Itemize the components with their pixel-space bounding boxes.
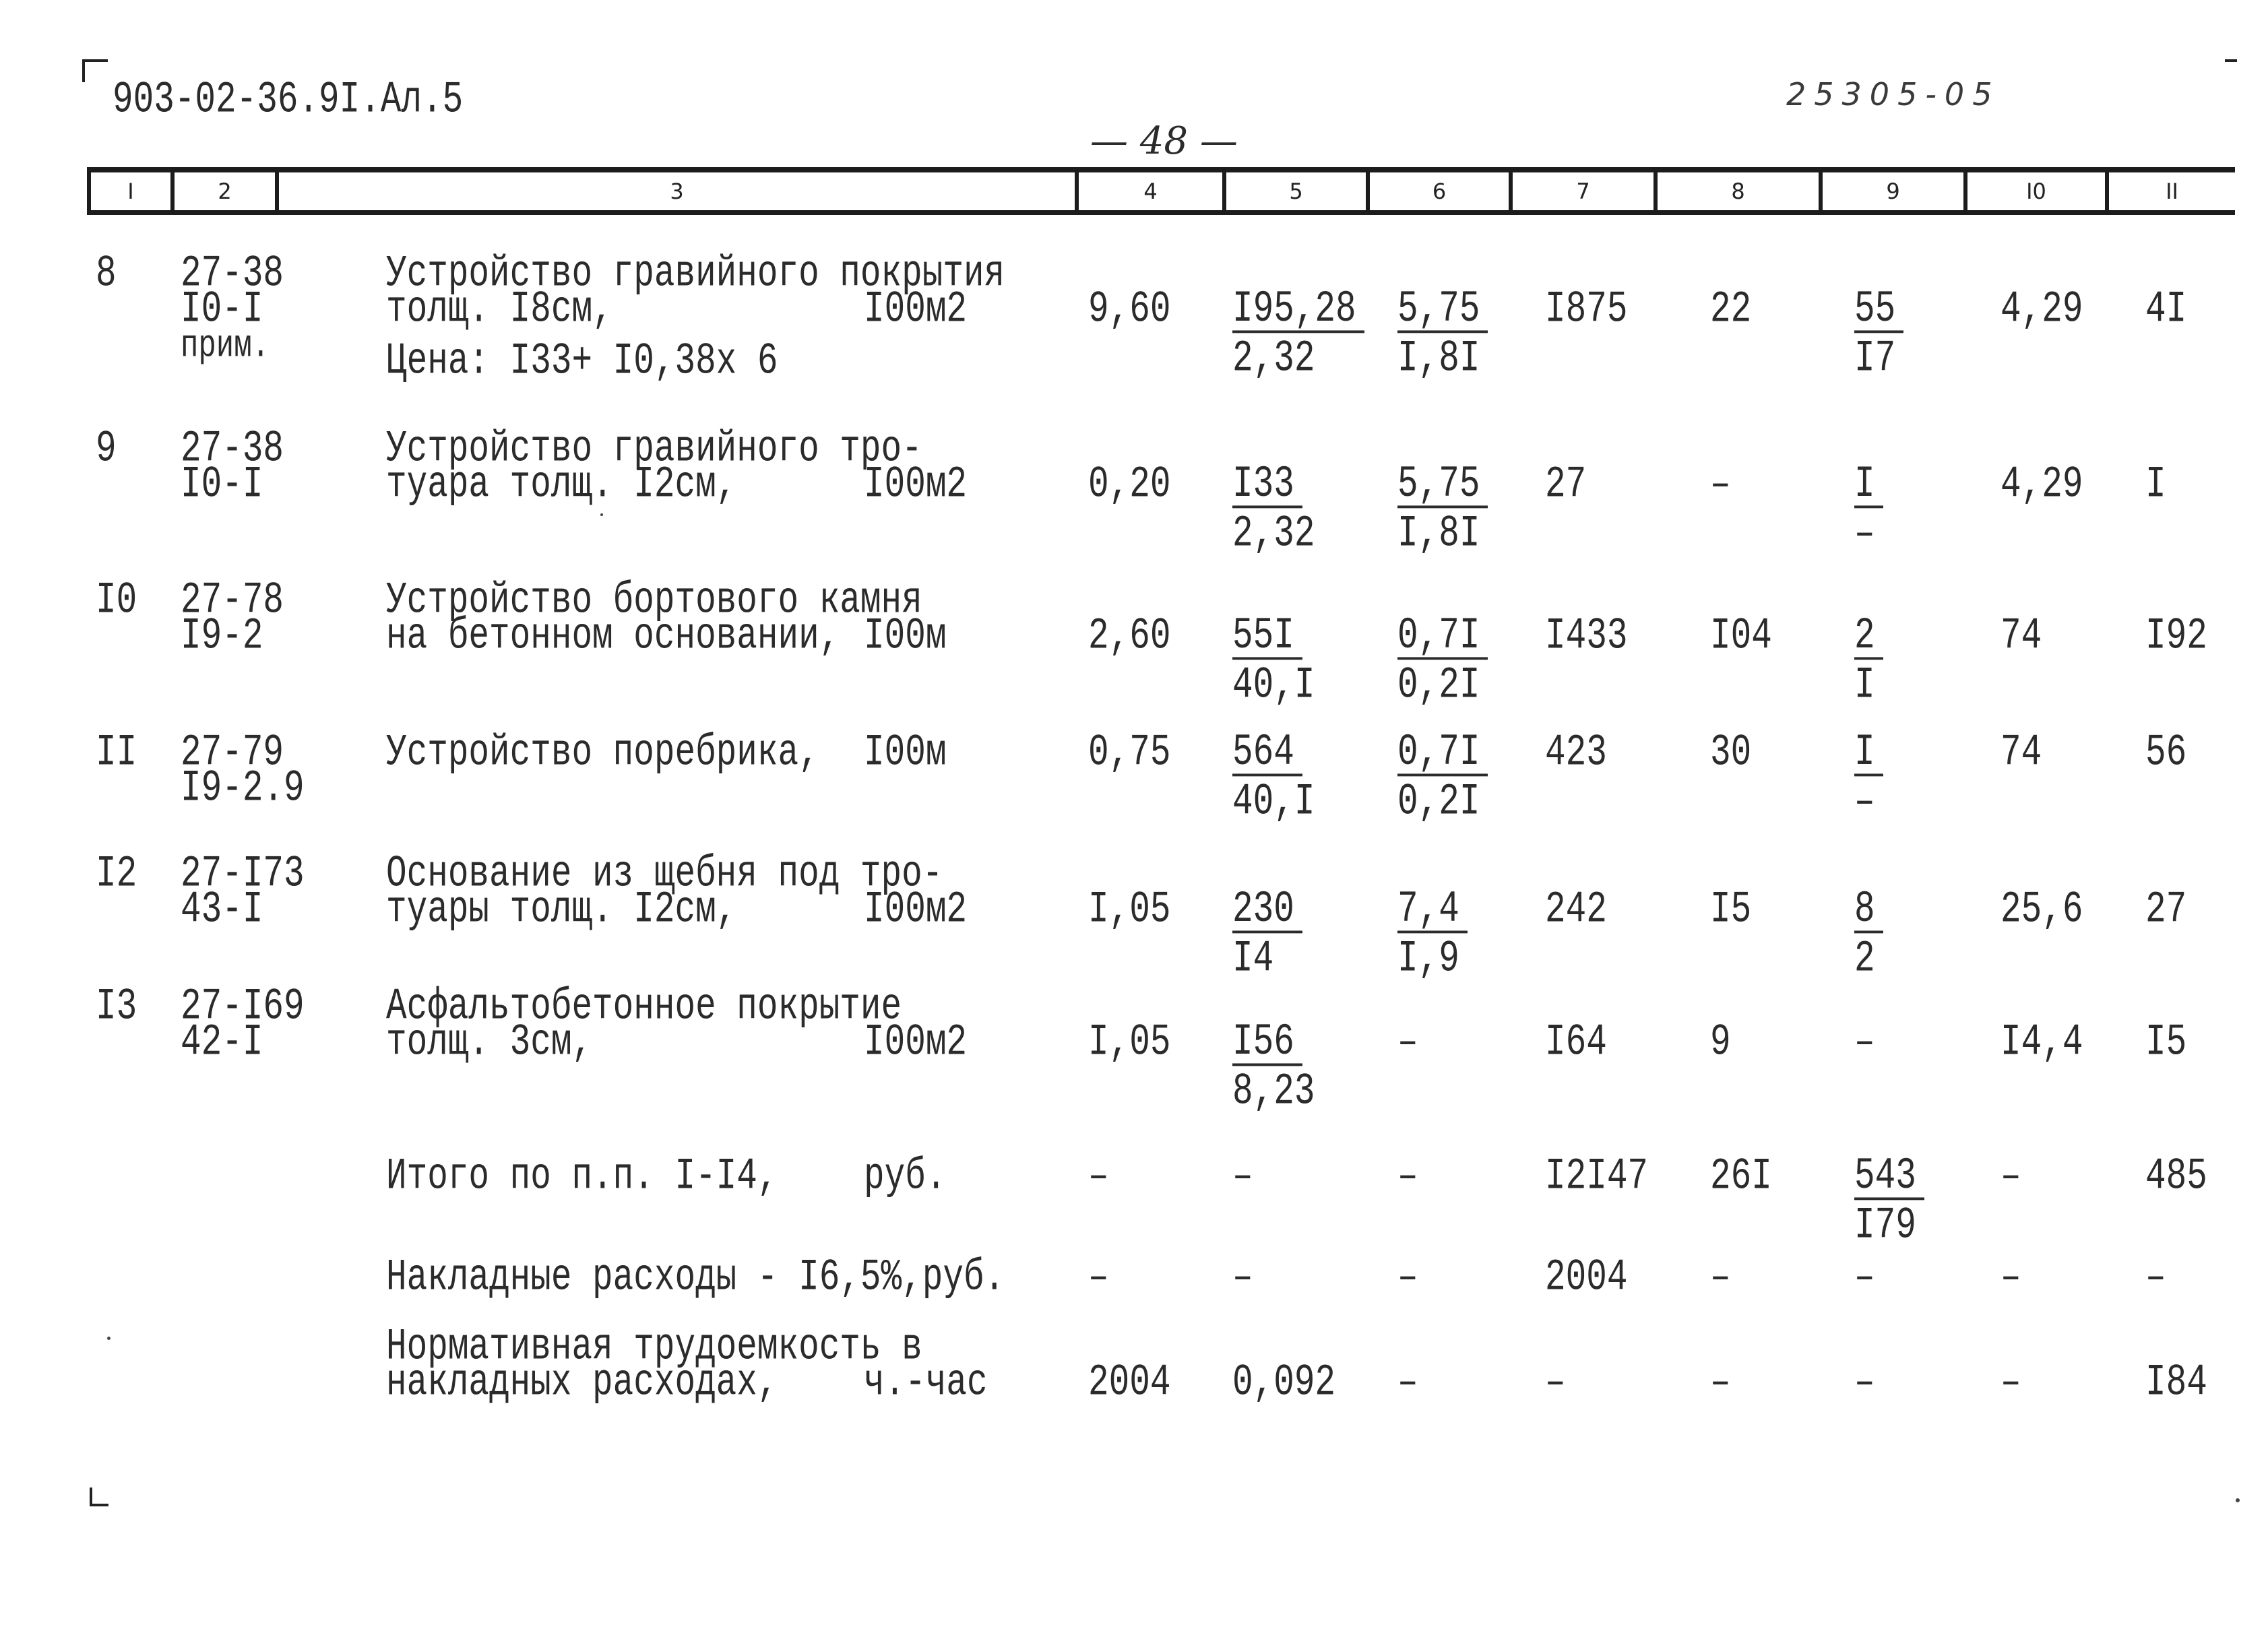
col-8-value: – bbox=[1710, 1253, 1731, 1304]
col-10-value: 4,29 bbox=[2001, 460, 2083, 511]
col-4-value: 2004 bbox=[1088, 1358, 1171, 1409]
scan-speck bbox=[107, 1337, 111, 1340]
col-5-numerator: I33 bbox=[1232, 466, 1302, 509]
row-description-line: на бетонном основании, bbox=[386, 612, 840, 662]
col-5-denominator: 2,32 bbox=[1232, 509, 1315, 560]
column-header-cell: 5 bbox=[1222, 172, 1366, 210]
col-7-value: 242 bbox=[1545, 885, 1607, 936]
col-6-numerator: 5,75 bbox=[1397, 466, 1488, 509]
row-number: 8 bbox=[96, 249, 117, 300]
col-5-denominator: 40,I bbox=[1232, 661, 1315, 711]
corner-mark-top-left bbox=[82, 59, 108, 82]
row-description-line: туара толщ. I2см, bbox=[386, 460, 737, 511]
col-9-denominator: I bbox=[1854, 661, 1875, 711]
row-unit: руб. bbox=[864, 1152, 947, 1203]
col-9-value: – bbox=[1854, 1018, 1875, 1068]
row-number: I2 bbox=[96, 850, 137, 900]
col-8-value: I5 bbox=[1710, 885, 1752, 936]
row-unit: I00м bbox=[864, 728, 947, 779]
column-header-cell: 6 bbox=[1366, 172, 1509, 210]
row-code-line: 27-I69 bbox=[181, 982, 305, 1033]
row-price-note: Цена: I33+ I0,38х 6 bbox=[386, 337, 778, 387]
row-code-line: I9-2.9 bbox=[181, 764, 305, 814]
row-code-line: 27-38 bbox=[181, 424, 284, 475]
col-4-value: – bbox=[1088, 1253, 1109, 1304]
col-6-value: – bbox=[1397, 1253, 1418, 1304]
col-9-value: – bbox=[1854, 1253, 1875, 1304]
col-10-value: 4,29 bbox=[2001, 285, 2083, 335]
col-8-value: 9 bbox=[1710, 1018, 1731, 1068]
row-unit: I00м bbox=[864, 612, 947, 662]
column-header-cell: 9 bbox=[1819, 172, 1963, 210]
col-6-denominator: I,8I bbox=[1397, 334, 1480, 385]
col-7-value: I2I47 bbox=[1545, 1152, 1649, 1203]
row-number: II bbox=[96, 728, 137, 779]
row-description-line: толщ. 3см, bbox=[386, 1018, 593, 1068]
row-description-line: Устройство гравийного покрытия bbox=[386, 249, 1005, 300]
col-8-value: – bbox=[1710, 460, 1731, 511]
col-9-numerator: 55 bbox=[1854, 290, 1903, 333]
col-7-value: 27 bbox=[1545, 460, 1587, 511]
col-9-denominator: I79 bbox=[1854, 1201, 1916, 1252]
row-description-line: Нормативная трудоемкость в bbox=[386, 1322, 922, 1373]
col-11-value: I5 bbox=[2145, 1018, 2187, 1068]
col-8-value: I04 bbox=[1710, 612, 1772, 662]
scan-speck bbox=[2236, 1498, 2240, 1502]
col-5-value: – bbox=[1232, 1152, 1253, 1203]
col-6-value: – bbox=[1397, 1018, 1418, 1068]
col-6-value: – bbox=[1397, 1152, 1418, 1203]
column-header-cell: I0 bbox=[1963, 172, 2105, 210]
column-header-cell: 8 bbox=[1653, 172, 1819, 210]
col-5-numerator: I95,28 bbox=[1232, 290, 1364, 333]
column-header-cell: 4 bbox=[1075, 172, 1222, 210]
corner-mark-top-right bbox=[2225, 59, 2237, 62]
row-code-line: прим. bbox=[181, 324, 270, 369]
col-11-value: I bbox=[2145, 460, 2166, 511]
col-5-value: 0,092 bbox=[1232, 1358, 1336, 1409]
col-10-value: 74 bbox=[2001, 612, 2042, 662]
col-9-numerator: 2 bbox=[1854, 617, 1883, 660]
row-unit: ч.-час bbox=[864, 1358, 988, 1409]
col-9-numerator: I bbox=[1854, 466, 1883, 509]
row-unit: I00м2 bbox=[864, 1018, 968, 1068]
row-code-line: 27-79 bbox=[181, 728, 284, 779]
col-11-value: 27 bbox=[2145, 885, 2187, 936]
col-9-denominator: – bbox=[1854, 509, 1875, 560]
col-8-value: – bbox=[1710, 1358, 1731, 1409]
row-code-line: 43-I bbox=[181, 885, 263, 936]
row-code-line: 42-I bbox=[181, 1018, 263, 1068]
col-4-value: – bbox=[1088, 1152, 1109, 1203]
col-11-value: 56 bbox=[2145, 728, 2187, 779]
col-6-denominator: 0,2I bbox=[1397, 661, 1480, 711]
document-code: 903-02-36.9I.Ал.5 bbox=[113, 75, 464, 126]
column-header-cell: I bbox=[87, 172, 170, 210]
corner-mark-bottom-left bbox=[90, 1488, 108, 1506]
row-unit: I00м2 bbox=[864, 885, 968, 936]
row-number: I3 bbox=[96, 982, 137, 1033]
archive-number: 25305-05 bbox=[1786, 76, 2001, 113]
col-11-value: – bbox=[2145, 1253, 2166, 1304]
row-code-line: I0-I bbox=[181, 285, 263, 335]
col-10-value: 25,6 bbox=[2001, 885, 2083, 936]
col-9-denominator: 2 bbox=[1854, 934, 1875, 985]
row-code-line: I0-I bbox=[181, 460, 263, 511]
col-8-value: 26I bbox=[1710, 1152, 1772, 1203]
col-10-value: – bbox=[2001, 1152, 2021, 1203]
col-9-denominator: – bbox=[1854, 777, 1875, 828]
col-7-value: I875 bbox=[1545, 285, 1628, 335]
row-code-line: 27-I73 bbox=[181, 850, 305, 900]
col-5-denominator: I4 bbox=[1232, 934, 1274, 985]
col-9-denominator: I7 bbox=[1854, 334, 1896, 385]
col-5-denominator: 8,23 bbox=[1232, 1067, 1315, 1118]
col-9-numerator: 543 bbox=[1854, 1157, 1924, 1201]
row-description-line: Устройство гравийного тро- bbox=[386, 424, 922, 475]
col-7-value: 423 bbox=[1545, 728, 1607, 779]
col-11-value: I84 bbox=[2145, 1358, 2207, 1409]
row-description-line: Накладные расходы - I6,5%,руб. bbox=[386, 1253, 1005, 1304]
col-9-numerator: 8 bbox=[1854, 891, 1883, 934]
col-8-value: 22 bbox=[1710, 285, 1752, 335]
col-6-numerator: 5,75 bbox=[1397, 290, 1488, 333]
col-4-value: I,05 bbox=[1088, 885, 1171, 936]
col-6-numerator: 7,4 bbox=[1397, 891, 1468, 934]
col-10-value: – bbox=[2001, 1358, 2021, 1409]
col-4-value: 0,20 bbox=[1088, 460, 1171, 511]
column-header-cell: 2 bbox=[170, 172, 275, 210]
col-6-value: – bbox=[1397, 1358, 1418, 1409]
col-9-value: – bbox=[1854, 1358, 1875, 1409]
column-header-cell: 3 bbox=[275, 172, 1075, 210]
col-5-numerator: 564 bbox=[1232, 734, 1302, 777]
row-description-line: Устройство поребрика, bbox=[386, 728, 819, 779]
row-description-line: Основание из щебня под тро- bbox=[386, 850, 943, 900]
row-description-line: Устройство бортового камня bbox=[386, 576, 922, 627]
col-6-numerator: 0,7I bbox=[1397, 617, 1488, 660]
scan-speck bbox=[600, 513, 603, 516]
column-header-cell: 7 bbox=[1509, 172, 1653, 210]
row-description-line: толщ. I8см, bbox=[386, 285, 613, 335]
col-7-value: – bbox=[1545, 1358, 1566, 1409]
row-code-line: I9-2 bbox=[181, 612, 263, 662]
col-5-denominator: 2,32 bbox=[1232, 334, 1315, 385]
col-5-numerator: 230 bbox=[1232, 891, 1302, 934]
col-5-denominator: 40,I bbox=[1232, 777, 1315, 828]
table-header bbox=[87, 167, 2235, 215]
row-code-line: 27-78 bbox=[181, 576, 284, 627]
row-description-line: Асфальтобетонное покрытие bbox=[386, 982, 902, 1033]
col-11-value: I92 bbox=[2145, 612, 2207, 662]
col-5-numerator: 55I bbox=[1232, 617, 1302, 660]
col-6-denominator: I,8I bbox=[1397, 509, 1480, 560]
row-unit: I00м2 bbox=[864, 460, 968, 511]
col-8-value: 30 bbox=[1710, 728, 1752, 779]
col-10-value: I4,4 bbox=[2001, 1018, 2083, 1068]
col-7-value: 2004 bbox=[1545, 1253, 1628, 1304]
col-5-numerator: I56 bbox=[1232, 1023, 1302, 1066]
col-11-value: 4I bbox=[2145, 285, 2187, 335]
col-11-value: 485 bbox=[2145, 1152, 2207, 1203]
column-header-cell: II bbox=[2105, 172, 2235, 210]
row-number: I0 bbox=[96, 576, 137, 627]
col-6-numerator: 0,7I bbox=[1397, 734, 1488, 777]
col-10-value: 74 bbox=[2001, 728, 2042, 779]
col-4-value: 9,60 bbox=[1088, 285, 1171, 335]
col-9-numerator: I bbox=[1854, 734, 1883, 777]
row-code-line: 27-38 bbox=[181, 249, 284, 300]
col-4-value: 0,75 bbox=[1088, 728, 1171, 779]
row-description-line: накладных расходах, bbox=[386, 1358, 778, 1409]
col-7-value: I64 bbox=[1545, 1018, 1607, 1068]
col-6-denominator: I,9 bbox=[1397, 934, 1459, 985]
row-number: 9 bbox=[96, 424, 117, 475]
page-number: — 48 — bbox=[1090, 119, 1238, 163]
col-10-value: – bbox=[2001, 1253, 2021, 1304]
col-6-denominator: 0,2I bbox=[1397, 777, 1480, 828]
col-4-value: 2,60 bbox=[1088, 612, 1171, 662]
col-4-value: I,05 bbox=[1088, 1018, 1171, 1068]
col-7-value: I433 bbox=[1545, 612, 1628, 662]
row-description-line: Итого по п.п. I-I4, bbox=[386, 1152, 778, 1203]
row-description-line: туары толщ. I2см, bbox=[386, 885, 737, 936]
row-unit: I00м2 bbox=[864, 285, 968, 335]
col-5-value: – bbox=[1232, 1253, 1253, 1304]
